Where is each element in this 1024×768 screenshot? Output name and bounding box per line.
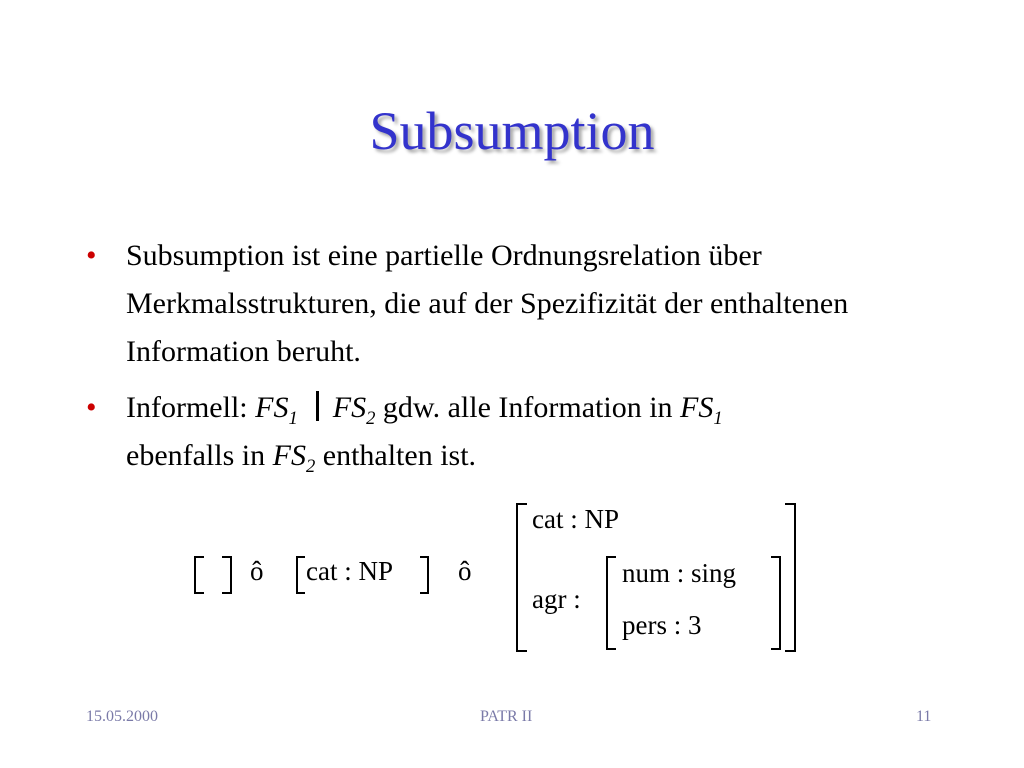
agr-fs-right-bracket <box>771 556 781 650</box>
relation-symbol: ô <box>250 556 264 586</box>
big-fs-right-bracket <box>785 503 796 652</box>
bullet-prefix: Informell: <box>126 391 256 424</box>
big-fs-left-bracket <box>516 503 527 652</box>
agr-fs-num: num : sing <box>622 558 737 588</box>
agr-fs-pers: pers : 3 <box>622 610 702 640</box>
subsumption-symbol <box>316 391 319 421</box>
small-fs-cat: cat : NP <box>306 556 393 586</box>
bullet-text: Subsumption ist eine partielle Ordnungsrelation über Merkmalsstrukturen, die auf der Spezifizität der enthaltenen Information beruht. <box>126 239 849 368</box>
small-fs-right-bracket <box>420 556 429 594</box>
big-fs-cat: cat : NP <box>532 504 619 534</box>
fs1-symbol: $FS_1$ <box>680 391 723 429</box>
footer-date: 15.05.2000 <box>86 708 158 725</box>
bullet-list <box>86 232 986 488</box>
bullet-end: enthalten ist. <box>315 439 477 472</box>
small-fs-left-bracket <box>296 556 305 594</box>
fs2-symbol: $FS_2$ <box>272 439 316 477</box>
bullet-mid: gdw. alle Information in <box>375 391 681 424</box>
fs2-symbol: $FS_2$ <box>332 391 376 429</box>
bullet-marker: • <box>86 391 97 424</box>
footer-title: PATR II <box>480 708 533 725</box>
agr-fs-left-bracket <box>606 556 616 650</box>
slide-title: Subsumption <box>369 101 655 161</box>
bullet-item-2 <box>86 384 986 480</box>
footer-page-number: 11 <box>916 708 932 725</box>
relation-symbol: ô <box>458 556 472 586</box>
bullet-marker: • <box>86 239 97 272</box>
empty-fs-left-bracket <box>194 556 204 594</box>
empty-fs-right-bracket <box>222 556 232 594</box>
bullet-line2: ebenfalls in <box>126 439 273 472</box>
bullet-item-1 <box>86 232 986 376</box>
fs1-symbol: $FS_1$ <box>255 391 298 429</box>
big-fs-agr: agr : <box>532 584 581 614</box>
